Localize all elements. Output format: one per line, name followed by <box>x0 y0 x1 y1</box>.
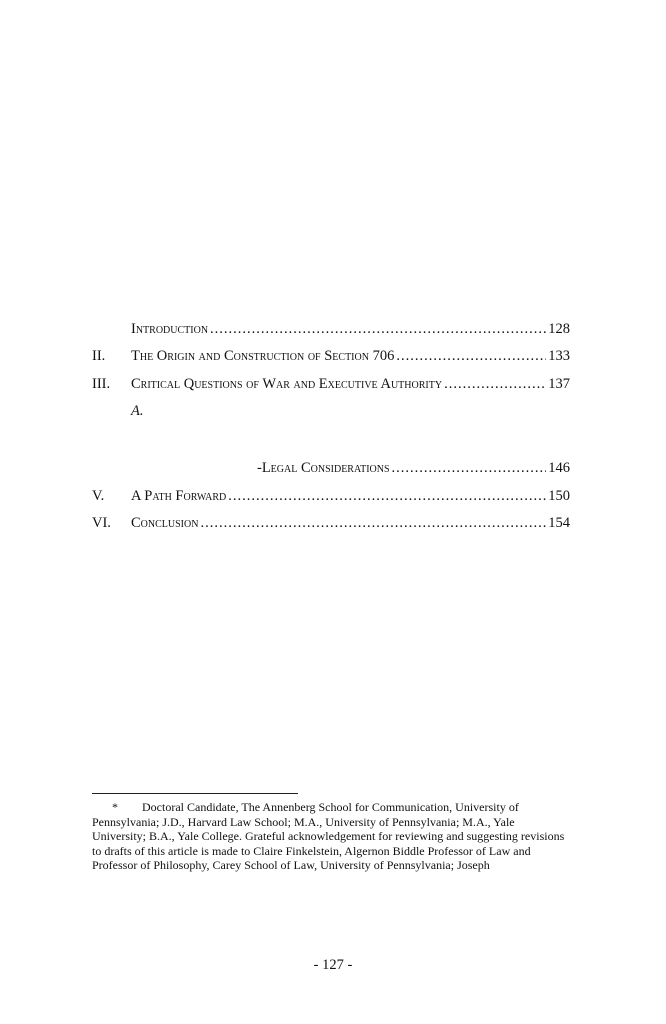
toc-entry-legal-considerations[interactable] <box>92 457 570 479</box>
footnote-text: Doctoral Candidate, The Annenberg School for Communication, University of Pennsylvania; J.D., Harvard Law School; M.A., University of Pennsylvania; M.A., Yale University; B.A., Yale College. Grateful acknowledgement for reviewing and suggesting revisions to drafts of this article is made to Claire Finkelstein, Algernon Biddle Professor of Law and Professor of Philosophy, Carey School of Law, University of Pennsylvania; Joseph <box>92 800 565 872</box>
toc-dot-leader <box>200 512 546 534</box>
toc-entry-number: V. <box>92 488 105 504</box>
toc-dot-leader <box>444 373 546 395</box>
toc-entry-title: A Path Forward <box>131 488 227 504</box>
toc-entry-title: Conclusion <box>131 515 199 531</box>
toc-entry-page: 154 <box>548 515 570 531</box>
toc-entry-introduction[interactable] <box>92 318 570 340</box>
toc-entry-page: 150 <box>548 488 570 504</box>
footnote-marker: * <box>112 800 118 814</box>
toc-entry-origin-construction[interactable] <box>92 345 570 367</box>
toc-entry-title: The Origin and Construction of Section 706 <box>131 348 395 364</box>
toc-entry-title: -Legal Considerations <box>257 460 390 476</box>
page-number: - 127 - <box>313 957 353 973</box>
toc-entry-title: Introduction <box>131 321 209 337</box>
footnote <box>92 800 570 873</box>
toc-entry-number: VI. <box>92 515 111 531</box>
toc-entry-critical-questions[interactable] <box>92 373 570 395</box>
toc-entry-conclusion[interactable] <box>92 512 570 534</box>
toc-dot-leader <box>396 345 546 367</box>
toc-entry-number: III. <box>92 376 111 392</box>
toc-subentry-a[interactable] <box>92 400 570 422</box>
toc-entry-page: 146 <box>548 460 570 476</box>
toc-entry-page: 137 <box>548 376 570 392</box>
toc-entry-title: Critical Questions of War and Executive Authority <box>131 376 443 392</box>
toc-dot-leader <box>228 485 546 507</box>
toc-entry-path-forward[interactable] <box>92 485 570 507</box>
toc-subentry-label: A. <box>131 403 144 419</box>
toc-entry-page: 128 <box>548 321 570 337</box>
toc-entry-number: II. <box>92 348 106 364</box>
toc-dot-leader <box>392 457 547 479</box>
toc-dot-leader <box>210 318 546 340</box>
footnote-separator <box>92 793 298 794</box>
toc-entry-page: 133 <box>548 348 570 364</box>
